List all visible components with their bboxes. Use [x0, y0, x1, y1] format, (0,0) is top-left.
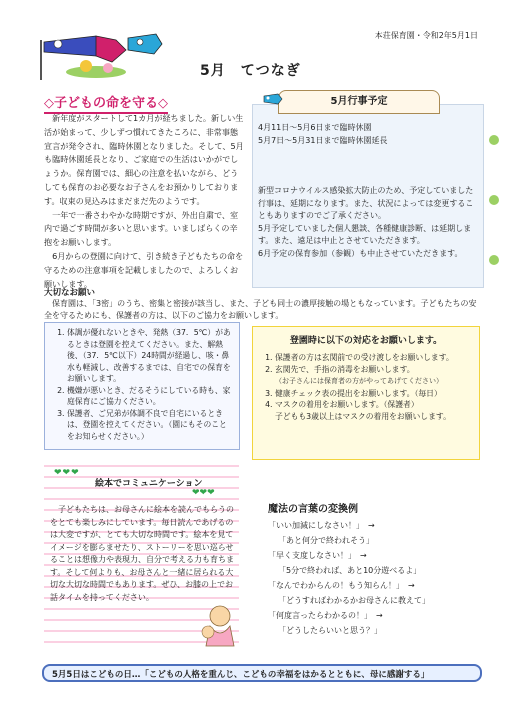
parent-child-illustration	[190, 598, 250, 650]
events-line: 5月7日～5月31日まで臨時休園延長	[258, 135, 388, 145]
important-intro	[44, 298, 484, 322]
request-item: 2. 機嫌が悪いとき、だるそうにしている時も、家庭保育にご協力ください。	[67, 385, 233, 408]
arrival-item: 1. 保護者の方は玄関前での受け渡しをお願いします。	[275, 352, 471, 364]
picture-book-title: 絵本でコミュニケーション	[95, 479, 203, 489]
koinobori-illustration	[36, 22, 186, 84]
arrival-item-text: 玄関先で、手指の消毒をお願いします。	[275, 364, 415, 374]
arrival-item-extra: 子どもも3歳以上はマスクの着用をお願いします。	[275, 411, 451, 421]
requests-panel	[44, 322, 240, 450]
events-title: 5月行事予定	[278, 90, 440, 114]
magic-line: 「早く支度しなさい！」 →	[268, 551, 367, 560]
carp-icon	[262, 88, 284, 110]
section1-paragraph: 一年で一番さわやかな時期ですが、外出自粛で、室内で過ごす時間が多いと思います。いましばらくの辛抱をお願いします。	[44, 209, 239, 248]
section1-paragraph: 6月からの登園に向けて、引き続き子どもたちの命を守るための注意事項を記載しましたので、よろしくお願いします。	[44, 250, 244, 289]
arrival-item	[275, 399, 471, 422]
section1-body	[44, 112, 244, 291]
school-date: 本荘保育園・令和2年5月1日	[374, 31, 478, 40]
magic-line: 「何度言ったらわかるの！」 →	[268, 611, 383, 620]
magic-line: 「どうすればわかるかお母さんに教えて」	[278, 596, 430, 605]
section-heading-protect-children: ◇子どもの命を守る◇	[44, 92, 168, 114]
events-notice: 6月予定の保育参加（参観）も中止させていただきます。	[258, 248, 463, 258]
page-title: 5月 てつなぎ	[200, 63, 301, 79]
section1-paragraph: 新年度がスタートして1カ月が経ちました。新しい生活が始まって、少しずつ慣れてきたころに、非常事態宣言が発令され、臨時休園となりました。そして、5月も臨時休園延長となり、ご家庭での生活はいかがでしょうか。保育園では、細心の注意を払いながら、どうしても保育のお必要なお子さんをお預かりしております。収束の見込みはまだまだ先のようです。	[44, 113, 244, 206]
events-body	[258, 122, 478, 260]
magic-line: 「いい加減にしなさい！」 →	[268, 521, 375, 530]
picture-book-text: 子どもたちは、お母さんに絵本を読んでもらうのをとても楽しみにしています。毎日読んであげるのは大変ですが、とても大切な時間です。絵本を見てイメージを膨らませたり、ストーリーを思い巡らせることは想像力や表現力、自分で考える力も育ちます。そして何よりも、お母さんと一緒に居られる大切な大切な時間でもあります。ぜひ、お膝の上でお話タイムを持ってください。	[50, 505, 234, 602]
arrival-item-text: マスクの着用をお願いします。（保護者）	[275, 400, 419, 409]
hearts-decoration: ❤❤❤	[192, 488, 215, 498]
important-heading: 大切なお願い	[44, 288, 96, 298]
leaf-decoration-icon	[484, 120, 504, 280]
magic-line: 「あと何分で終われそう」	[278, 536, 374, 545]
events-line: 4月11日～5月6日まで臨時休園	[258, 123, 372, 132]
events-notice: 5月予定していました個人懇談、各種健康診断、は延期します。また、遠足は中止とさせていただきます。	[258, 223, 472, 245]
arrival-panel	[252, 326, 480, 460]
arrival-subnote: （お子さんには保育者の方がやってあげてください）	[275, 377, 443, 385]
magic-words-title: 魔法の言葉の変換例	[268, 504, 358, 515]
magic-line: 「なんでわからんの！もう知らん！」 →	[268, 581, 415, 590]
arrival-item	[275, 364, 471, 388]
arrival-item: 3. 健康チェック表の提出をお願いします。（毎日）	[275, 388, 471, 400]
important-intro-text: 保育園は、「3密」のうち、密集と密接が該当し、また、子ども同士の濃厚接触の場ともなっています。子どもたちの安全を守るためにも、保護者の方は、以下のご協力をお願いします。	[44, 299, 477, 320]
magic-line: 「5分で終われば、あと10分遊べるよ」	[278, 566, 422, 575]
request-item: 3. 保護者、ご兄弟が体調不良で自宅にいるときは、登園を控えてください。（園にもそのことをお知らせください。）	[67, 408, 233, 443]
magic-words-body	[268, 520, 488, 640]
hearts-decoration: ❤❤❤	[54, 468, 80, 478]
arrival-title: 登園時に以下の対応をお願いします。	[289, 336, 443, 346]
magic-line: 「どうしたらいいと思う？」	[278, 626, 382, 635]
events-notice: 新型コロナウイルス感染拡大防止のため、予定していました行事は、延期になります。また、状況によっては変更することもありますのでご了承ください。	[258, 186, 474, 220]
footer-banner: 5月5日はこどもの日…「こどもの人格を重んじ、こどもの幸福をはかるとともに、母に感謝する」	[42, 664, 482, 682]
request-item: 1. 体調が優れないときや、発熱（37．5℃）があるときは登園を控えてください。また、解熱後、（37．5℃以下）24時間が経過し、咳・鼻水も軽減し、改善するまでは、自宅での保育をお願いします。	[67, 327, 233, 385]
picture-book-body	[50, 504, 234, 604]
